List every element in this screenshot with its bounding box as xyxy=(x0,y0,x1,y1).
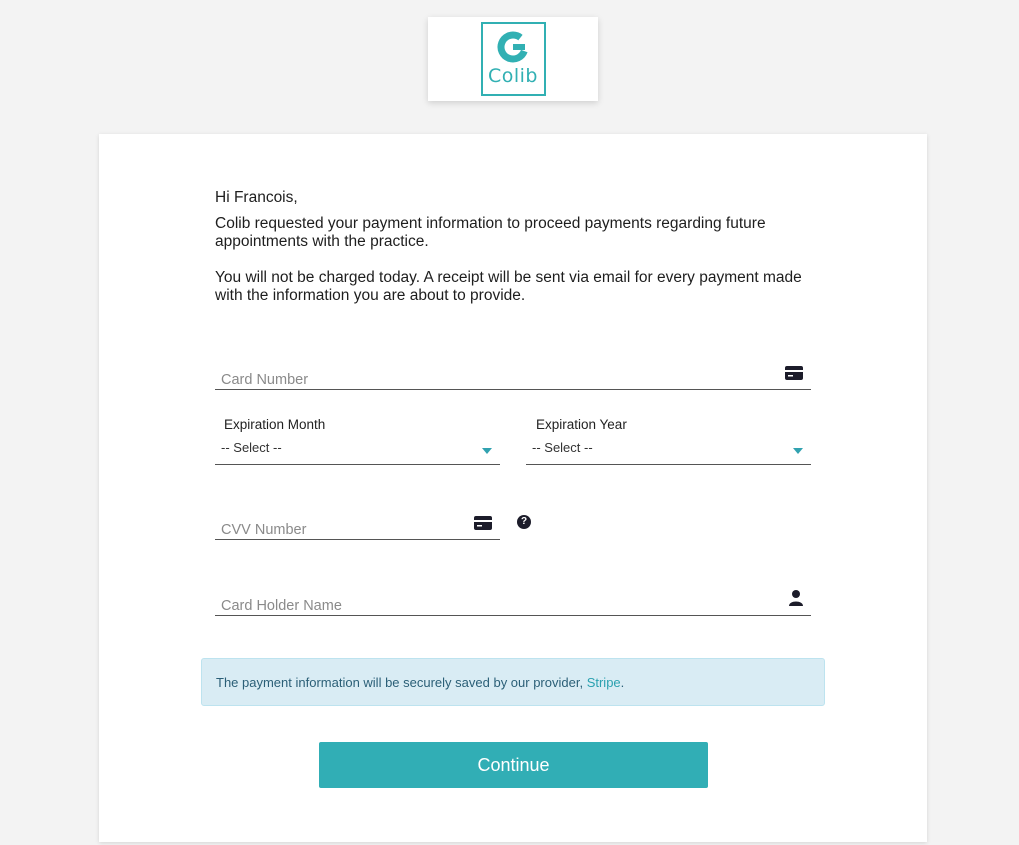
logo-container xyxy=(428,17,598,101)
credit-card-icon xyxy=(785,366,803,380)
colib-c-logo xyxy=(497,31,529,63)
cvv-input[interactable] xyxy=(215,510,500,540)
stripe-link[interactable]: Stripe xyxy=(586,675,621,690)
expiration-month-label: Expiration Month xyxy=(224,417,326,432)
notice-suffix: . xyxy=(620,675,625,690)
card-number-placeholder: Card Number xyxy=(221,372,309,388)
intro-line-2: You will not be charged today. A receipt will be sent via email for every payment made with the information you are about to provide. xyxy=(215,269,802,304)
card-holder-placeholder: Card Holder Name xyxy=(221,598,342,614)
chevron-down-icon xyxy=(793,448,803,454)
intro-line-1: Colib requested your payment information to proceed payments regarding future appointments with the practice. xyxy=(215,215,766,250)
credit-card-icon xyxy=(474,516,492,530)
greeting: Hi Francois, xyxy=(215,189,298,206)
logo xyxy=(481,22,546,96)
expiration-year-select[interactable] xyxy=(526,440,811,465)
question-circle-icon[interactable]: ? xyxy=(517,515,531,529)
logo-text: Colib xyxy=(487,65,538,87)
expiration-year-value: -- Select -- xyxy=(532,440,593,455)
expiration-year-label: Expiration Year xyxy=(536,417,627,432)
payment-card xyxy=(99,134,927,842)
card-holder-input[interactable] xyxy=(215,586,811,616)
expiration-month-select[interactable] xyxy=(215,440,500,465)
continue-button[interactable]: Continue xyxy=(319,742,708,788)
security-notice xyxy=(201,658,825,706)
cvv-placeholder: CVV Number xyxy=(221,522,307,538)
chevron-down-icon xyxy=(482,448,492,454)
user-icon xyxy=(789,590,803,606)
intro-text xyxy=(215,189,825,313)
card-number-input[interactable] xyxy=(215,360,811,390)
notice-text: The payment information will be securely saved by our provider, xyxy=(216,675,587,690)
expiration-month-value: -- Select -- xyxy=(221,440,282,455)
